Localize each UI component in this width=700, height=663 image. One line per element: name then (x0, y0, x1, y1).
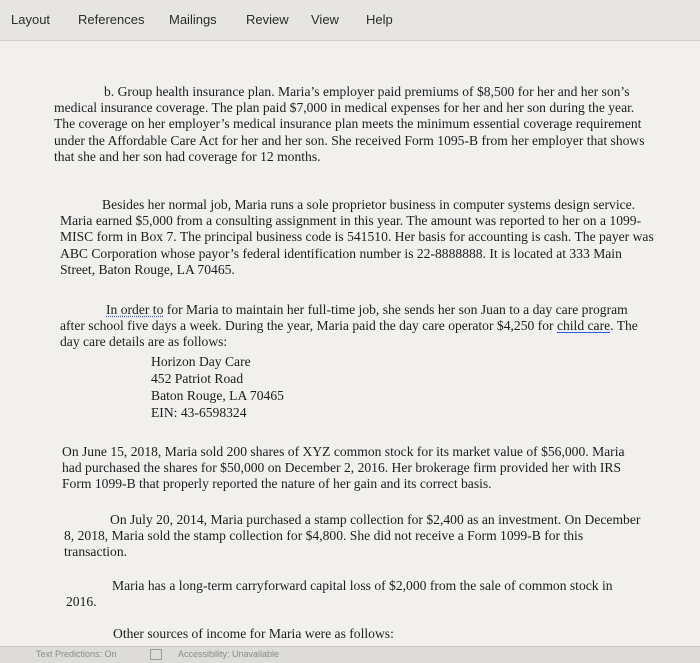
paragraph-health-insurance: b. Group health insurance plan. Maria’s employer paid premiums of $8,500 for her and her son’s medical insurance coverage. The plan paid $7,000 in medical expenses for her and her son during the year. The coverage on her employer’s medical insurance plan meets the minimum essential coverage requirement under the Affordable Care Act for her and her son. She received Form 1095-B from her employer that shows that she and her son had coverage for 12 months. (54, 84, 645, 164)
paragraph-day-care (60, 302, 650, 351)
editor-suggestion-in-order-to[interactable]: In order to (106, 302, 164, 317)
tab-view[interactable]: View (311, 12, 339, 27)
paragraph-stock-sale: On June 15, 2018, Maria sold 200 shares of XYZ common stock for its market value of $56,000. Maria had purchased the shares for $50,000 on December 2, 2016. Her brokerage firm provided her with IRS Form 1099-B that properly reported the nature of her gain and its correct basis. (62, 444, 625, 492)
address-line: Baton Rouge, LA 70465 (151, 387, 284, 403)
paragraph-stamp-collection: On July 20, 2014, Maria purchased a stamp collection for $2,400 as an investment. On December 8, 2018, Maria sold the stamp collection for $4,800. She did not receive a Form 1099-B for this transaction. (64, 512, 641, 560)
tab-layout[interactable]: Layout (11, 12, 51, 27)
tab-mailings[interactable]: Mailings (169, 12, 217, 27)
accessibility-status[interactable]: Accessibility: Unavailable (178, 649, 280, 659)
editor-suggestion-child-care[interactable]: child care (556, 318, 611, 334)
address-line: EIN: 43-6598324 (151, 404, 247, 420)
tab-review[interactable]: Review (246, 12, 289, 27)
day-care-address-block (151, 354, 451, 422)
paragraph-day-care-text: for Maria to maintain her full-time job, she sends her son Juan to a day care program after school five days a week. During the year, Maria paid the day care operator $4,250 for (60, 302, 628, 334)
tab-help[interactable]: Help (366, 12, 393, 27)
tab-references[interactable]: References (78, 12, 145, 27)
address-line: Horizon Day Care (151, 354, 251, 369)
status-bar (0, 646, 700, 663)
paragraph-day-care-end: . The day care details are as follows: (60, 318, 638, 350)
address-line: 452 Patriot Road (151, 370, 244, 386)
proofing-icon[interactable] (150, 649, 162, 660)
paragraph-business-income: Besides her normal job, Maria runs a sole proprietor business in computer systems design service. Maria earned $5,000 from a consulting assignment in this year. The amount was reported to her on a 1099-MISC form in Box 7. The principal business code is 541510. Her basis for accounting is cash. The payer was ABC Corporation whose payor’s federal identification number is 22-8888888. It is located at 333 Main Street, Baton Rouge, LA 70465. (60, 197, 654, 277)
text-predictions-status[interactable]: Text Predictions: On (36, 649, 117, 659)
paragraph-capital-loss: Maria has a long-term carryforward capital loss of $2,000 from the sale of common stock in 2016. (66, 578, 613, 610)
ribbon-tab-bar (0, 0, 700, 41)
paragraph-other-income: Other sources of income for Maria were as follows: (113, 626, 394, 641)
